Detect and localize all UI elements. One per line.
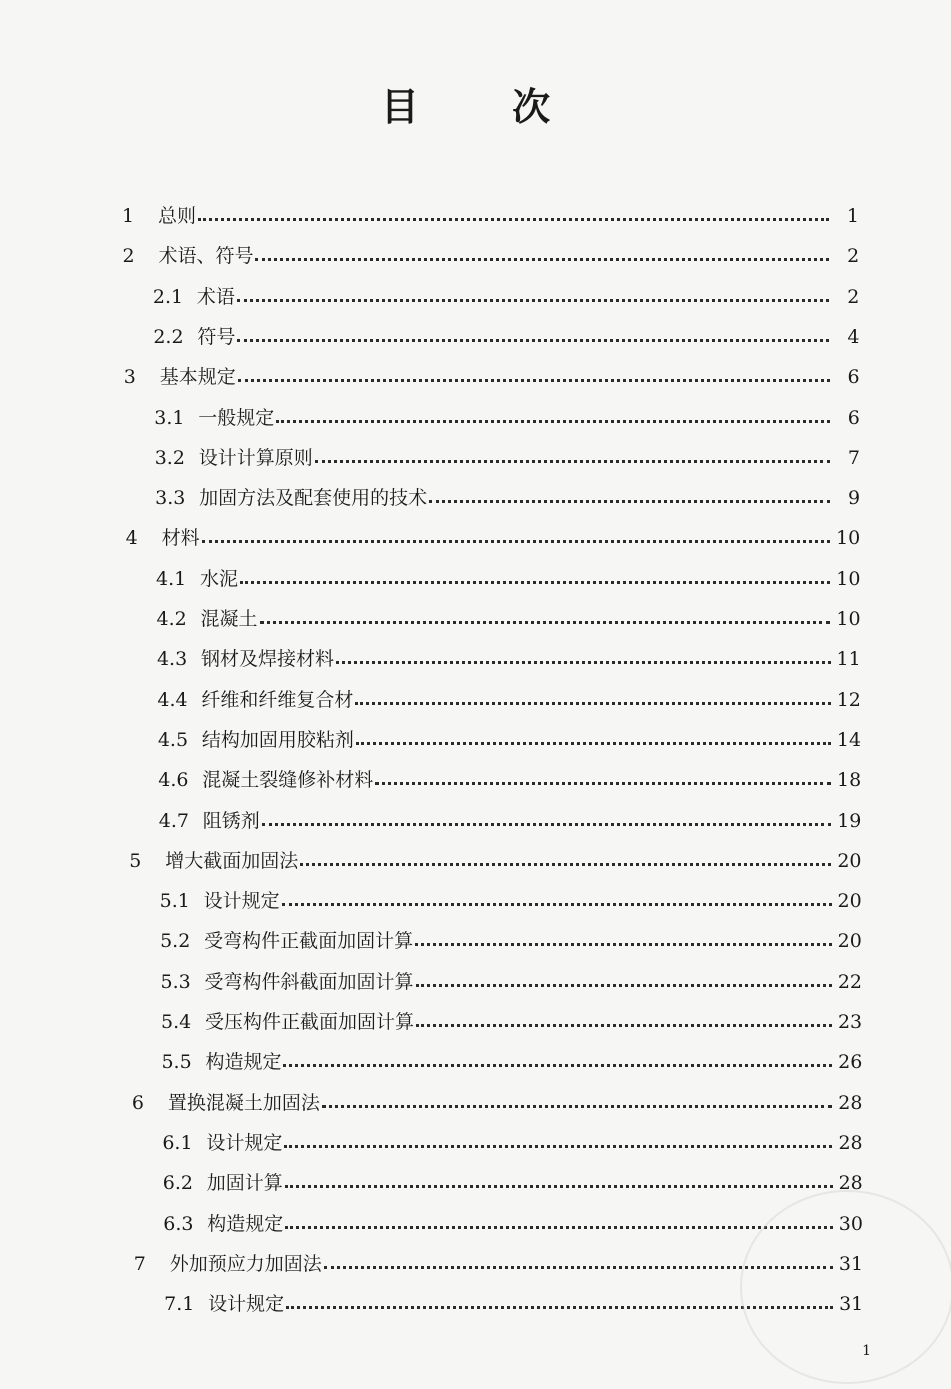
- toc-entry-page: 1: [846, 205, 859, 227]
- dot-leader: [355, 680, 830, 720]
- dot-leader: [356, 720, 831, 760]
- toc-entry-number: 3.1: [154, 406, 185, 429]
- dot-leader: [276, 398, 830, 438]
- dot-leader: [262, 801, 831, 841]
- toc-entry-title: 受弯构件斜截面加固计算: [204, 970, 414, 993]
- toc-entry-number: 5.4: [161, 1011, 192, 1033]
- toc-entry-page: 31: [839, 1293, 864, 1316]
- toc-entry[interactable]: [158, 760, 861, 800]
- dot-leader: [237, 317, 829, 357]
- toc-entry[interactable]: [134, 1244, 863, 1284]
- toc-entry-number: 4.7: [158, 809, 189, 832]
- toc-entry-number: 4.1: [156, 567, 187, 590]
- toc-entry-title: 设计规定: [208, 1293, 285, 1316]
- toc-entry-number: 3.3: [155, 487, 186, 510]
- toc-entry-title: 受压构件正截面加固计算: [205, 1011, 415, 1033]
- toc-entry-title: 设计规定: [206, 1131, 283, 1154]
- toc-entry[interactable]: [124, 357, 860, 397]
- toc-entry-title: 构造规定: [207, 1212, 284, 1235]
- toc-entry[interactable]: [163, 1163, 863, 1203]
- toc-entry-title: 水泥: [200, 567, 239, 590]
- toc-entry-number: 6.2: [162, 1172, 194, 1195]
- dot-leader: [285, 1163, 833, 1203]
- toc-entry[interactable]: [153, 317, 859, 357]
- toc-entry-title: 混凝土裂缝修补材料: [202, 769, 374, 792]
- dot-leader: [260, 599, 831, 639]
- toc-entry-page: 9: [848, 487, 861, 510]
- toc-entry[interactable]: [161, 962, 862, 1002]
- toc-entry-number: 2.1: [152, 285, 184, 308]
- toc-entry-number: 5.1: [159, 890, 190, 913]
- toc-entry-number: 4.6: [158, 769, 189, 792]
- toc-entry-title: 术语: [196, 285, 235, 308]
- dot-leader: [240, 559, 830, 599]
- toc-entry-page: 7: [847, 446, 860, 469]
- toc-entry-number: 7.1: [164, 1293, 195, 1316]
- toc-entry-page: 10: [836, 567, 861, 590]
- toc-entry-title: 结构加固用胶粘剂: [201, 728, 354, 751]
- toc-entry-title: 混凝土: [200, 608, 258, 630]
- toc-entry[interactable]: [160, 921, 862, 961]
- toc-entry-number: 5.2: [160, 930, 191, 953]
- toc-entry-page: 20: [837, 890, 862, 913]
- dot-leader: [284, 1123, 832, 1163]
- toc-entry-number: 4.4: [157, 688, 188, 711]
- toc-entry-page: 14: [836, 728, 862, 751]
- dot-leader: [283, 1042, 832, 1082]
- page-number: 1: [862, 1343, 871, 1359]
- toc-entry[interactable]: [160, 881, 862, 921]
- toc-entry[interactable]: [155, 478, 860, 518]
- toc-entry-title: 设计计算原则: [198, 446, 313, 469]
- toc-entry-number: 4: [125, 527, 138, 550]
- toc-entry-page: 10: [836, 527, 861, 550]
- toc-entry[interactable]: [161, 1042, 862, 1082]
- dot-leader: [202, 518, 830, 558]
- toc-entry[interactable]: [126, 518, 861, 558]
- toc-entry[interactable]: [153, 277, 859, 317]
- toc-entry-page: 2: [847, 285, 860, 308]
- toc-entry[interactable]: [161, 1002, 862, 1042]
- toc-entry[interactable]: [129, 841, 861, 881]
- dot-leader: [285, 1204, 832, 1244]
- toc-entry-title: 钢材及焊接材料: [200, 648, 334, 671]
- toc-entry-page: 20: [837, 849, 862, 872]
- toc-entry-page: 28: [838, 1091, 863, 1114]
- toc-entry-page: 31: [838, 1252, 864, 1275]
- dot-leader: [324, 1244, 833, 1284]
- toc-entry[interactable]: [158, 720, 861, 760]
- toc-entry-title: 总则: [158, 205, 197, 227]
- dot-leader: [429, 478, 830, 518]
- toc-entry-title: 术语、符号: [158, 245, 254, 268]
- toc-entry[interactable]: [154, 398, 860, 438]
- toc-entry-page: 10: [836, 608, 861, 630]
- toc-entry[interactable]: [156, 559, 860, 599]
- toc-entry-title: 基本规定: [159, 366, 236, 389]
- toc-entry-page: 26: [838, 1051, 863, 1074]
- toc-entry[interactable]: [122, 196, 859, 236]
- toc-entry-number: 5: [129, 849, 142, 872]
- toc-entry-page: 11: [836, 648, 861, 671]
- toc-entry-page: 19: [837, 809, 862, 832]
- dot-leader: [238, 357, 830, 397]
- toc-entry-number: 4.2: [156, 608, 187, 630]
- toc-entry-title: 符号: [197, 325, 236, 348]
- dot-leader: [198, 196, 829, 236]
- toc-entry-number: 5.3: [160, 970, 191, 993]
- toc-entry-page: 28: [838, 1131, 863, 1154]
- toc-entry-number: 5.5: [161, 1051, 192, 1074]
- toc-entry-page: 18: [837, 769, 862, 792]
- toc-entry-number: 2.2: [153, 325, 184, 348]
- toc-entry-page: 2: [847, 245, 860, 268]
- toc-entry-number: 4.5: [157, 728, 189, 751]
- dot-leader: [375, 760, 831, 800]
- dot-leader: [282, 881, 832, 921]
- toc-entry-number: 4.3: [156, 648, 188, 671]
- toc-entry-page: 28: [838, 1172, 863, 1195]
- toc-entry-title: 材料: [161, 527, 200, 550]
- dot-leader: [416, 962, 832, 1002]
- toc-entry-title: 加固方法及配套使用的技术: [199, 487, 428, 510]
- toc-entry[interactable]: [132, 1083, 863, 1123]
- toc-entry[interactable]: [157, 680, 861, 720]
- dot-leader: [286, 1284, 833, 1324]
- toc-entry[interactable]: [159, 801, 862, 841]
- toc-entry-number: 6: [131, 1091, 144, 1114]
- page-title: 目 次: [380, 85, 591, 129]
- toc-entry-page: 6: [847, 366, 860, 389]
- dot-leader: [255, 236, 829, 276]
- toc-entry[interactable]: [157, 599, 861, 639]
- toc-entry[interactable]: [155, 438, 860, 478]
- dot-leader: [315, 438, 830, 478]
- toc-entry-title: 设计规定: [203, 890, 280, 913]
- toc-entry[interactable]: [157, 639, 861, 679]
- toc-entry[interactable]: [122, 236, 859, 276]
- toc-entry-number: 6.1: [162, 1131, 193, 1154]
- dot-leader: [416, 1002, 832, 1042]
- toc-entry-number: 7: [133, 1252, 146, 1275]
- dot-leader: [237, 277, 829, 317]
- toc-entry-number: 3: [123, 366, 136, 389]
- toc-entry-title: 增大截面加固法: [165, 849, 299, 872]
- toc-entry-page: 4: [847, 325, 860, 348]
- toc-entry-page: 6: [847, 406, 860, 429]
- toc-entry[interactable]: [163, 1204, 863, 1244]
- dot-leader: [336, 639, 831, 679]
- toc-entry-page: 23: [837, 1011, 863, 1033]
- toc-entry-page: 20: [837, 930, 862, 953]
- toc-entry-title: 外加预应力加固法: [169, 1252, 322, 1275]
- toc-entry-page: 22: [837, 970, 862, 993]
- toc-entry-title: 阻锈剂: [202, 809, 260, 832]
- toc-entry-number: 2: [122, 245, 135, 268]
- dot-leader: [415, 921, 832, 961]
- dot-leader: [300, 841, 831, 881]
- toc-entry-number: 6.3: [163, 1212, 194, 1235]
- toc-entry-number: 3.2: [154, 446, 185, 469]
- toc-entry-title: 加固计算: [206, 1172, 283, 1195]
- toc-entry-title: 置换混凝土加固法: [167, 1091, 320, 1114]
- toc-entry-title: 构造规定: [205, 1051, 282, 1074]
- toc-entry[interactable]: [164, 1284, 863, 1324]
- toc-entry-title: 纤维和纤维复合材: [201, 688, 354, 711]
- dot-leader: [322, 1083, 832, 1123]
- toc-entry-page: 30: [838, 1212, 863, 1235]
- toc-entry-title: 受弯构件正截面加固计算: [204, 930, 414, 953]
- toc-entry[interactable]: [162, 1123, 862, 1163]
- toc-entry-title: 一般规定: [198, 406, 275, 429]
- toc-entry-page: 12: [836, 688, 861, 711]
- toc-entry-number: 1: [122, 205, 135, 227]
